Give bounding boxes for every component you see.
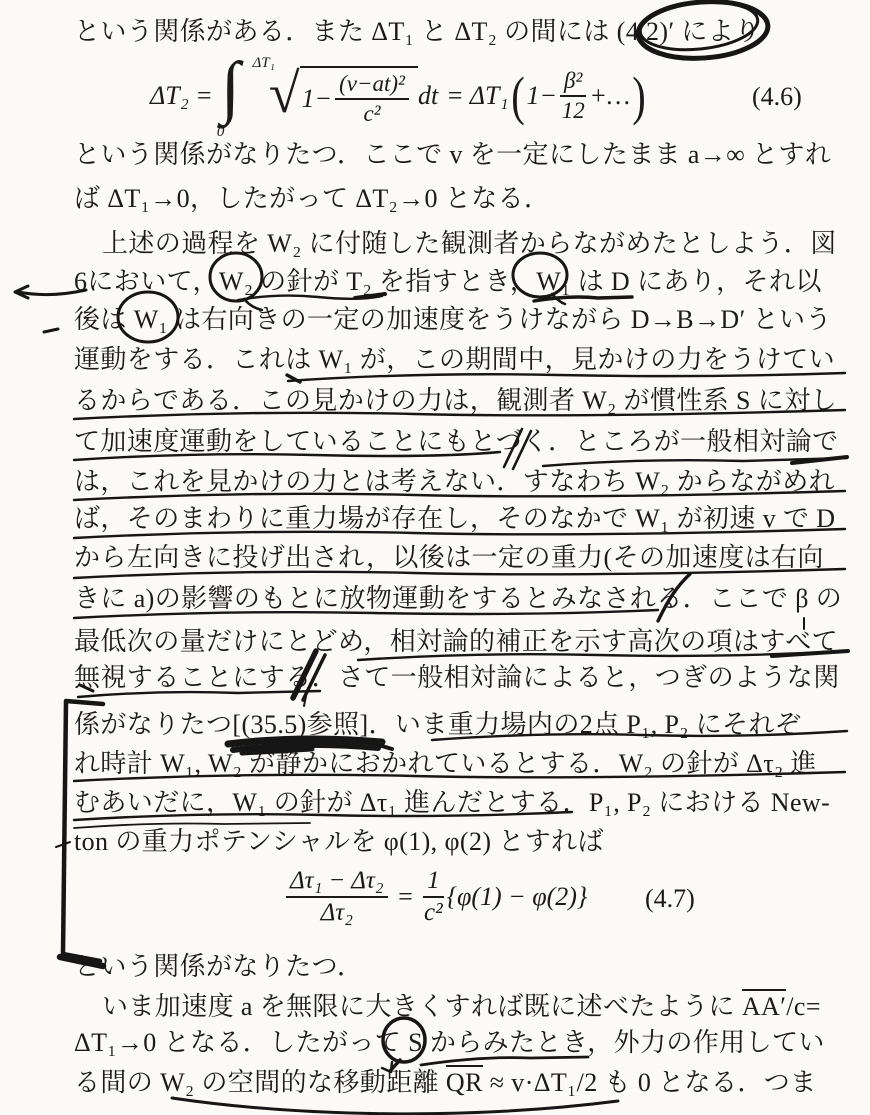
- text-line: から左向きに投げ出され，以後は一定の重力(その加速度は右向: [74, 543, 824, 572]
- text-segment: ≈ v·ΔT₁/2 も 0 となる．つま: [482, 1068, 817, 1097]
- integral-symbol: ∫: [220, 49, 240, 126]
- text-line: 最低次の量だけにとどめ，相対論的補正を示す高次の項はすべて: [74, 627, 839, 656]
- margin-dash-mark: [44, 329, 58, 332]
- equals-sign: =: [396, 882, 415, 911]
- integral-upper-limit: ΔT₁: [252, 55, 275, 71]
- text-line: という関係がある．また ΔT₁ と ΔT₂ の間には (4.2)′ により: [74, 17, 761, 46]
- text-line: ば，そのまわりに重力場が存在し，そのなかで W₁ が初速 v で D: [74, 504, 836, 533]
- text-line: 無視することにする．さて一般相対論によると，つぎのような関: [74, 663, 840, 692]
- fraction-numerator: 1: [423, 867, 444, 898]
- integral-lower-limit: 0: [216, 124, 225, 140]
- radical-symbol: √: [268, 63, 300, 125]
- open-paren: (: [510, 66, 525, 126]
- equation-number: (4.7): [645, 884, 695, 913]
- fraction-denominator: c²: [424, 899, 443, 926]
- close-paren: ): [632, 66, 646, 126]
- equation-4-6: [150, 49, 648, 140]
- overlined-QR: QR: [446, 1065, 483, 1097]
- text-line: ton の重力ポテンシャルを φ(1), φ(2) とすれば: [74, 827, 604, 856]
- text-line: ば ΔT₁→0，したがって ΔT₂→0 となる．: [74, 184, 551, 213]
- fraction-numerator: (v−at)²: [335, 71, 409, 100]
- equation-number: (4.6): [752, 82, 802, 111]
- text-line: て加速度運動をしていることにもとづく．ところが一般相対論で: [74, 427, 839, 456]
- text-segment: /c=: [786, 992, 821, 1021]
- text-line: むあいだに，W₁ の針が Δτ₁ 進んだとする．P₁, P₂ における New-: [74, 788, 831, 817]
- text-segment: いま加速度 a を無限に大きくすれば既に述べたように: [102, 992, 742, 1021]
- text-line: という関係がなりたつ．: [74, 952, 364, 981]
- square-root: [268, 63, 418, 127]
- eq46-mid: = ΔT₁: [446, 81, 509, 110]
- text-line: きに a)の影響のもとに放物運動をするとみなされる．ここで β の: [74, 584, 843, 613]
- text-line: 6において，W₂ の針が T₂ を指すとき，W₁ は D にあり，それ以: [74, 267, 822, 296]
- eq46-lhs: ΔT₂ =: [150, 81, 213, 110]
- text-line: ΔT₁→0 となる．したがって S からみたとき，外力の作用してい: [74, 1028, 825, 1057]
- eq46-dt: dt: [417, 81, 439, 110]
- integral: [215, 49, 275, 140]
- text-line: 後は W₁ は右向きの一定の加速度をうけながら D→B→D′ という: [74, 305, 832, 334]
- fraction: [423, 867, 444, 927]
- radicand-lead: 1−: [301, 83, 333, 113]
- text-line: [74, 1067, 817, 1099]
- fraction-numerator: Δτ₁ − Δτ₂: [286, 867, 388, 898]
- eq46-paren-lead: 1−: [526, 81, 558, 110]
- text-line: [102, 991, 821, 1023]
- eq46-tail: +…: [589, 81, 631, 110]
- eq47-rhs: {φ(1) − φ(2)}: [446, 882, 588, 911]
- text-line: るからである．この見かけの力は，観測者 W₂ が慣性系 S に対し: [74, 386, 838, 415]
- radicand: [300, 66, 418, 127]
- fraction-denominator: Δτ₂: [320, 899, 353, 926]
- fraction: [335, 71, 409, 127]
- text-line: という関係がなりたつ．ここで v を一定にしたまま a→∞ とすれ: [74, 140, 832, 169]
- text-line: れ時計 W₁, W₂ が静かにおかれているとする．W₂ の針が Δτ₂ 進: [74, 749, 817, 778]
- text-line: 運動をする．これは W₁ が，この期間中，見かけの力をうけてい: [74, 345, 836, 374]
- text-line: 上述の過程を W₂ に付随した観測者からながめたとしよう．図: [102, 229, 837, 258]
- fraction: [560, 68, 586, 124]
- text-line: は，これを見かけの力とは考えない．すなわち W₂ からながめれ: [74, 467, 836, 496]
- fraction-denominator: 12: [561, 98, 585, 123]
- fraction: [286, 867, 388, 927]
- fraction-denominator: c²: [363, 100, 381, 126]
- equation-4-7: [283, 866, 587, 928]
- text-segment: る間の W₂ の空間的な移動距離: [74, 1068, 446, 1097]
- fraction-numerator: β²: [560, 68, 586, 97]
- overlined-AA: AA′: [742, 989, 786, 1021]
- text-line: 係がなりたつ[(35.5)参照]．いま重力場内の2点 P₁, P₂ にそれぞ: [74, 710, 802, 739]
